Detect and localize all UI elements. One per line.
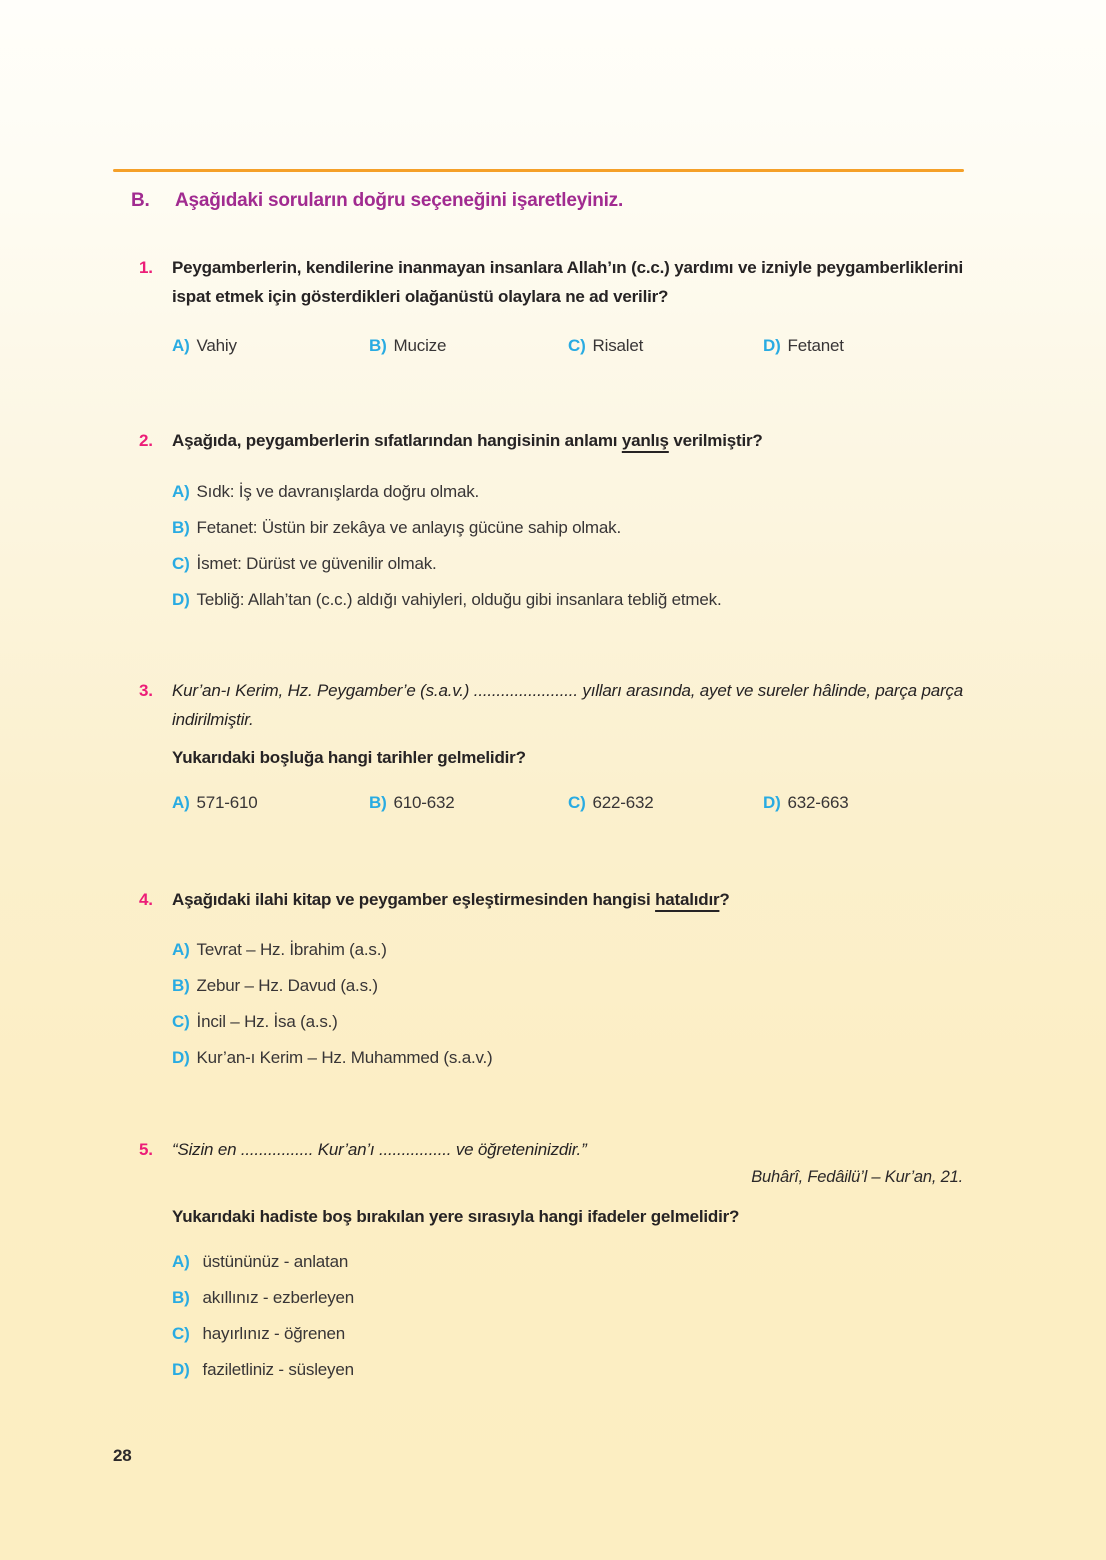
option-b [369, 334, 568, 357]
options-row [172, 791, 963, 814]
option-d [763, 791, 963, 814]
option-letter: B) [172, 518, 190, 537]
option-letter: C) [568, 793, 586, 812]
option-letter: C) [172, 554, 190, 573]
option-c [172, 552, 963, 575]
option-c [172, 1322, 963, 1345]
option-letter: A) [172, 1252, 190, 1271]
question-5 [139, 1135, 963, 1394]
option-text: Fetanet: Üstün bir zekâya ve anlayış gücüne sahip olmak. [196, 518, 621, 537]
option-text: Mucize [393, 336, 447, 355]
option-text: İsmet: Dürüst ve güvenilir olmak. [196, 554, 437, 573]
option-text: Zebur – Hz. Davud (a.s.) [196, 976, 378, 995]
option-a [172, 791, 369, 814]
option-letter: C) [172, 1324, 190, 1343]
option-text: hayırlınız - öğrenen [202, 1324, 346, 1343]
option-text: 622-632 [592, 793, 654, 812]
option-letter: C) [568, 336, 586, 355]
question-number: 4. [139, 890, 153, 909]
option-text: Tevrat – Hz. İbrahim (a.s.) [196, 940, 387, 959]
question-3 [139, 676, 963, 814]
option-c [172, 1010, 963, 1033]
question-stem: Yukarıdaki boşluğa hangi tarihler gelmelidir? [172, 748, 526, 767]
question-quote: Kur’an-ı Kerim, Hz. Peygamber’e (s.a.v.) ....................... yılları arasında, ayet ve sureler hâlinde, parça parça indirilmiştir. [172, 681, 963, 729]
option-d [172, 1046, 963, 1069]
option-d [172, 1358, 963, 1381]
option-text: Fetanet [787, 336, 844, 355]
option-a [172, 938, 963, 961]
option-text: 610-632 [393, 793, 455, 812]
page-number: 28 [113, 1446, 132, 1465]
option-b [172, 516, 963, 539]
option-b [172, 974, 963, 997]
option-d [763, 334, 963, 357]
question-1 [139, 253, 963, 357]
options-list [172, 1250, 963, 1381]
option-text: 632-663 [787, 793, 849, 812]
option-text: akıllınız - ezberleyen [202, 1288, 355, 1307]
option-letter: A) [172, 336, 190, 355]
stem-text: Aşağıdaki ilahi kitap ve peygamber eşleştirmesinden hangisi [172, 890, 656, 909]
option-letter: D) [172, 1048, 190, 1067]
stem-underlined-word: yanlış [621, 431, 669, 450]
stem-text: verilmiştir? [668, 431, 763, 450]
stem-text: Aşağıda, peygamberlerin sıfatlarından hangisinin anlamı [172, 431, 622, 450]
question-number: 5. [139, 1140, 153, 1159]
option-a [172, 480, 963, 503]
section-title: Aşağıdaki soruların doğru seçeneğini işaretleyiniz. [175, 190, 624, 211]
question-stem [172, 885, 963, 914]
option-letter: D) [172, 1360, 190, 1379]
question-stem: Yukarıdaki hadiste boş bırakılan yere sırasıyla hangi ifadeler gelmelidir? [172, 1207, 740, 1226]
option-letter: A) [172, 940, 190, 959]
option-b [172, 1286, 963, 1309]
option-letter: B) [369, 793, 387, 812]
section-label: B. [131, 190, 150, 211]
question-4 [139, 885, 963, 1082]
question-number: 3. [139, 681, 153, 700]
option-text: Sıdk: İş ve davranışlarda doğru olmak. [196, 482, 480, 501]
option-letter: A) [172, 482, 190, 501]
option-letter: B) [172, 976, 190, 995]
option-text: 571-610 [196, 793, 258, 812]
option-text: İncil – Hz. İsa (a.s.) [196, 1012, 338, 1031]
options-row [172, 334, 963, 357]
option-letter: D) [763, 336, 781, 355]
option-letter: C) [172, 1012, 190, 1031]
question-number: 2. [139, 431, 153, 450]
section-divider-rule [113, 169, 964, 172]
option-d [172, 588, 963, 611]
option-text: faziletliniz - süsleyen [202, 1360, 354, 1379]
option-letter: B) [172, 1288, 190, 1307]
options-list [172, 938, 963, 1069]
question-number: 1. [139, 258, 153, 277]
option-letter: A) [172, 793, 190, 812]
option-text: üstününüz - anlatan [202, 1252, 349, 1271]
option-text: Vahiy [196, 336, 237, 355]
option-a [172, 334, 369, 357]
option-a [172, 1250, 963, 1273]
question-stem: Peygamberlerin, kendilerine inanmayan insanlara Allah’ın (c.c.) yardımı ve izniyle peygamberliklerini ispat etmek için gösterdikleri olağanüstü olaylara ne ad verilir? [172, 258, 963, 306]
option-b [369, 791, 568, 814]
option-text: Tebliğ: Allah’tan (c.c.) aldığı vahiyleri, olduğu gibi insanlara tebliğ etmek. [196, 590, 722, 609]
option-letter: B) [369, 336, 387, 355]
section-header [131, 190, 964, 212]
stem-underlined-word: hatalıdır [655, 890, 720, 909]
stem-text: ? [719, 890, 730, 909]
options-list [172, 480, 963, 611]
hadith-quote: “Sizin en ................ Kur’an’ı ................ ve öğreteninizdir.” [172, 1140, 587, 1159]
hadith-source: Buhârî, Fedâilü’l – Kur’an, 21. [751, 1168, 963, 1186]
question-2 [139, 426, 963, 624]
option-letter: D) [763, 793, 781, 812]
question-stem [172, 426, 963, 455]
option-c [568, 334, 763, 357]
option-c [568, 791, 763, 814]
option-letter: D) [172, 590, 190, 609]
option-text: Kur’an-ı Kerim – Hz. Muhammed (s.a.v.) [196, 1048, 493, 1067]
option-text: Risalet [592, 336, 644, 355]
